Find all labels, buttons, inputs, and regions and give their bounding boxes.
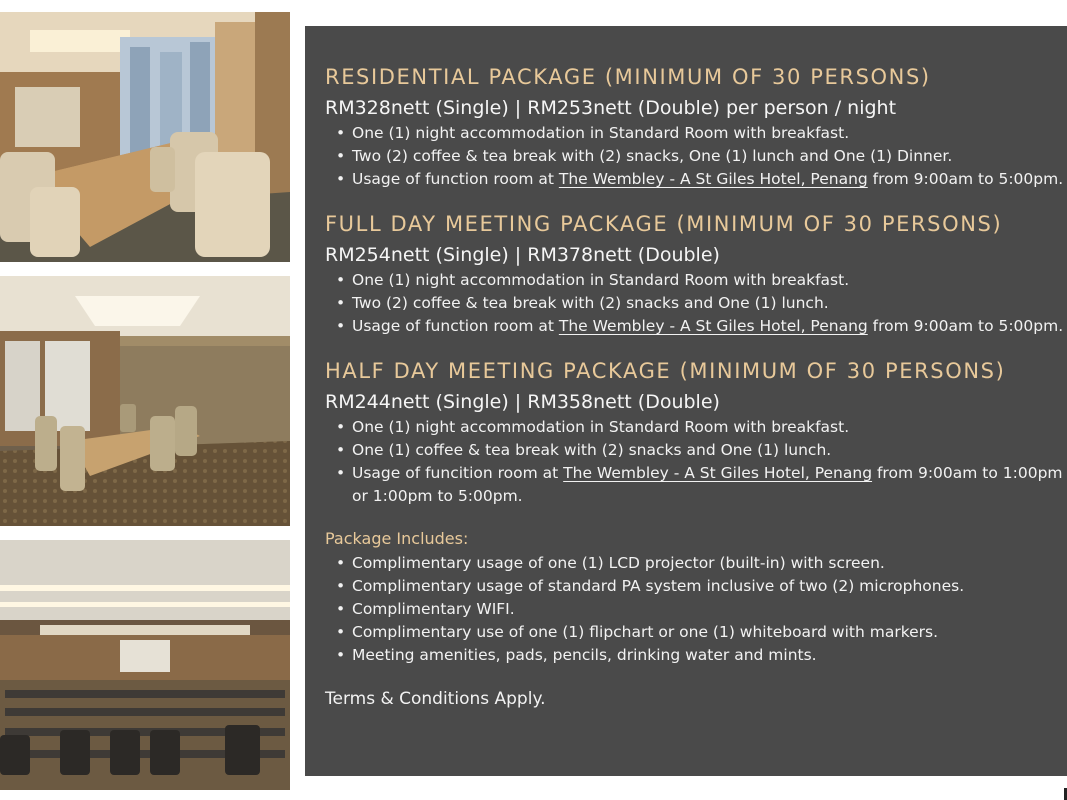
list-item: [352, 168, 1067, 191]
item-text: from 9:00am to 1:00pm or 1:00pm to 5:00pm.: [352, 464, 1063, 505]
item-text: Usage of funcition room at: [352, 464, 564, 482]
package-panel: [305, 26, 1067, 776]
includes-list: [325, 552, 1067, 667]
list-item: • One (1) coffee & tea break with (2) snacks and One (1) lunch.: [352, 439, 1067, 462]
package-items: [325, 122, 1067, 191]
package-items: [325, 416, 1067, 508]
full-day-package: [325, 211, 1067, 338]
boardroom-photo: [0, 12, 290, 262]
package-price: RM244nett (Single) | RM358nett (Double): [325, 391, 720, 413]
item-text: from 9:00am to 5:00pm.: [867, 317, 1064, 335]
item-text: from 9:00am to 5:00pm.: [867, 170, 1064, 188]
list-item: [352, 462, 1067, 508]
list-item: • Two (2) coffee & tea break with (2) snacks, One (1) lunch and One (1) Dinner.: [352, 145, 1067, 168]
list-item: [352, 315, 1067, 338]
residential-package: [325, 64, 1067, 191]
list-item: • One (1) night accommodation in Standard Room with breakfast.: [352, 416, 1067, 439]
list-item: • Complimentary use of one (1) flipchart or one (1) whiteboard with markers.: [352, 621, 1067, 644]
package-price: RM328nett (Single) | RM253nett (Double) per person / night: [325, 97, 897, 119]
package-title: FULL DAY MEETING PACKAGE (MINIMUM OF 30 PERSONS): [325, 212, 1003, 236]
hotel-link[interactable]: The Wembley - A St Giles Hotel, Penang: [558, 170, 868, 188]
item-text: Usage of function room at: [352, 317, 559, 335]
list-item: • Complimentary usage of one (1) LCD projector (built-in) with screen.: [352, 552, 1067, 575]
meeting-room-photo: [0, 276, 290, 526]
ballroom-classroom-photo: [0, 540, 290, 790]
package-title: HALF DAY MEETING PACKAGE (MINIMUM OF 30 PERSONS): [325, 359, 1006, 383]
terms-text: Terms & Conditions Apply.: [325, 689, 546, 709]
item-text: Usage of function room at: [352, 170, 559, 188]
package-price: RM254nett (Single) | RM378nett (Double): [325, 244, 720, 266]
half-day-package: [325, 358, 1067, 508]
list-item: • Meeting amenities, pads, pencils, drinking water and mints.: [352, 644, 1067, 667]
package-items: [325, 269, 1067, 338]
list-item: • One (1) night accommodation in Standard Room with breakfast.: [352, 269, 1067, 292]
list-item: • Complimentary WIFI.: [352, 598, 1067, 621]
hotel-link[interactable]: The Wembley - A St Giles Hotel, Penang: [558, 317, 868, 335]
list-item: • Two (2) coffee & tea break with (2) snacks and One (1) lunch.: [352, 292, 1067, 315]
list-item: • One (1) night accommodation in Standard Room with breakfast.: [352, 122, 1067, 145]
list-item: • Complimentary usage of standard PA system inclusive of two (2) microphones.: [352, 575, 1067, 598]
package-title: RESIDENTIAL PACKAGE (MINIMUM OF 30 PERSONS): [325, 65, 931, 89]
hotel-link[interactable]: The Wembley - A St Giles Hotel, Penang: [563, 464, 873, 482]
includes-title: Package Includes:: [325, 529, 469, 548]
